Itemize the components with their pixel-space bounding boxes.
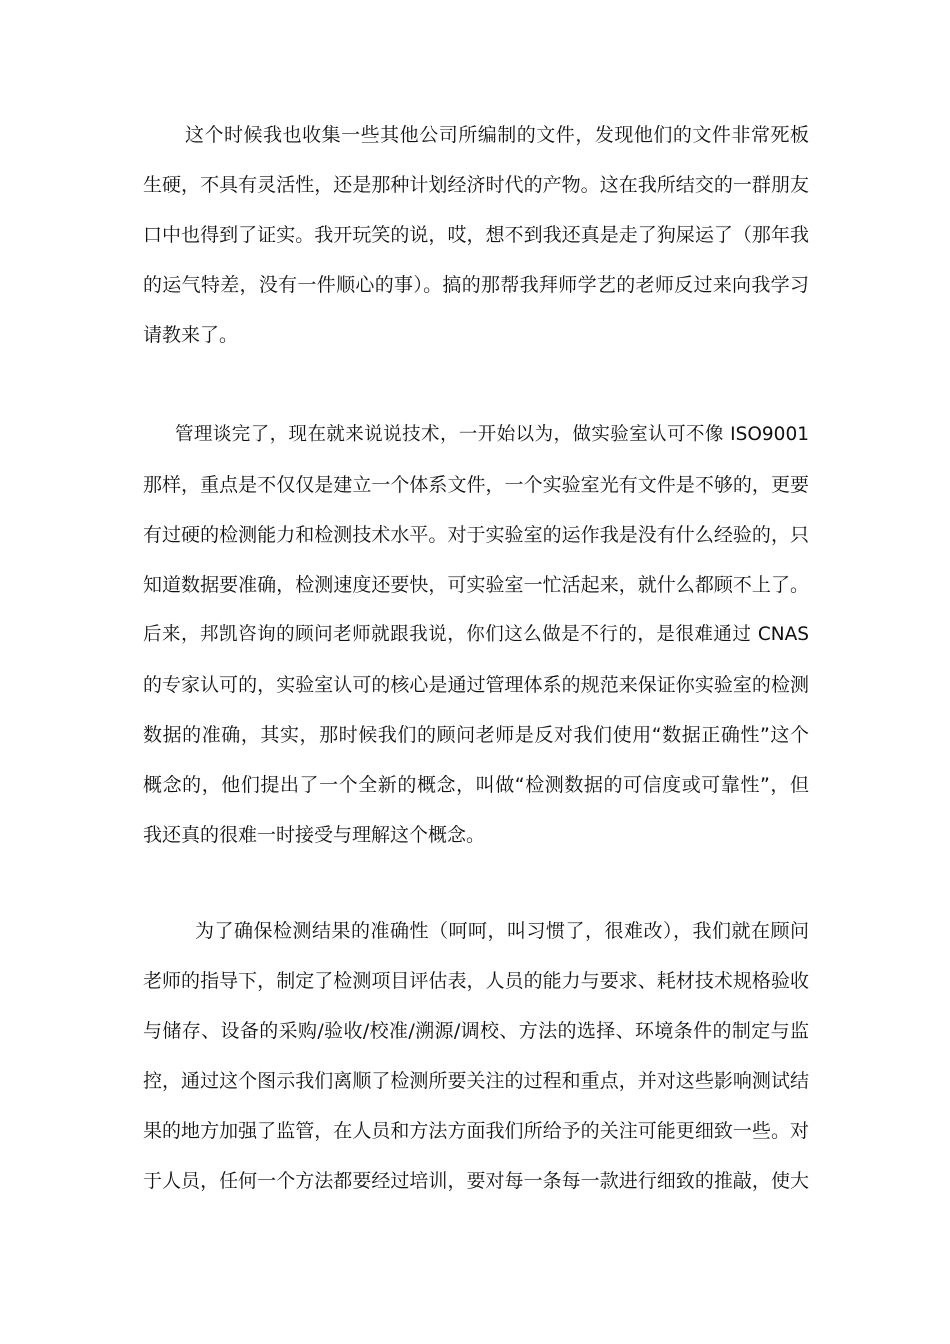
text-line: 的专家认可的，实验室认可的核心是通过管理体系的规范来保证你实验室的检测 <box>143 674 809 696</box>
paragraph-collecting-documents <box>143 110 809 360</box>
text-line: 请教来了。 <box>143 324 239 346</box>
text-line: 口中也得到了证实。我开玩笑的说，哎，想不到我还真是走了狗屎运了（那年我 <box>143 224 809 246</box>
text-line: 我还真的很难一时接受与理解这个概念。 <box>143 824 486 846</box>
text-line: 于人员，任何一个方法都要经过培训，要对每一条每一款进行细致的推敲，使大 <box>143 1170 809 1192</box>
text-line: 控，通过这个图示我们离顺了检测所要关注的过程和重点，并对这些影响测试结 <box>143 1070 809 1092</box>
paragraph-accuracy-measures <box>143 906 809 1206</box>
text-line: 后来，邦凯咨询的顾问老师就跟我说，你们这么做是不行的，是很难通过 CNAS <box>143 624 809 645</box>
text-line: 果的地方加强了监管，在人员和方法方面我们所给予的关注可能更细致一些。对 <box>143 1120 809 1142</box>
text-line: 为了确保检测结果的准确性（呵呵，叫习惯了，很难改），我们就在顾问 <box>195 920 809 942</box>
text-line: 那样，重点是不仅仅是建立一个体系文件，一个实验室光有文件是不够的，更要 <box>143 474 809 496</box>
text-line: 的运气特差，没有一件顺心的事）。搞的那帮我拜师学艺的老师反过来向我学习 <box>143 274 809 296</box>
text-line: 知道数据要准确，检测速度还要快，可实验室一忙活起来，就什么都顾不上了。 <box>143 574 809 596</box>
text-line: 老师的指导下，制定了检测项目评估表，人员的能力与要求、耗材技术规格验收 <box>143 970 809 992</box>
text-line: 有过硬的检测能力和检测技术水平。对于实验室的运作我是没有什么经验的，只 <box>143 524 809 546</box>
text-line: 生硬，不具有灵活性，还是那种计划经济时代的产物。这在我所结交的一群朋友 <box>143 174 809 196</box>
text-line: 管理谈完了，现在就来说说技术，一开始以为，做实验室认可不像 ISO9001 <box>175 424 809 445</box>
text-line: 概念的，他们提出了一个全新的概念，叫做“检测数据的可信度或可靠性”，但 <box>143 774 809 796</box>
text-line: 这个时候我也收集一些其他公司所编制的文件，发现他们的文件非常死板 <box>185 124 809 146</box>
paragraph-technology <box>143 410 809 860</box>
text-line: 数据的准确，其实，那时候我们的顾问老师是反对我们使用“数据正确性”这个 <box>143 724 809 746</box>
text-line: 与储存、设备的采购/验收/校准/溯源/调校、方法的选择、环境条件的制定与监 <box>143 1020 809 1042</box>
